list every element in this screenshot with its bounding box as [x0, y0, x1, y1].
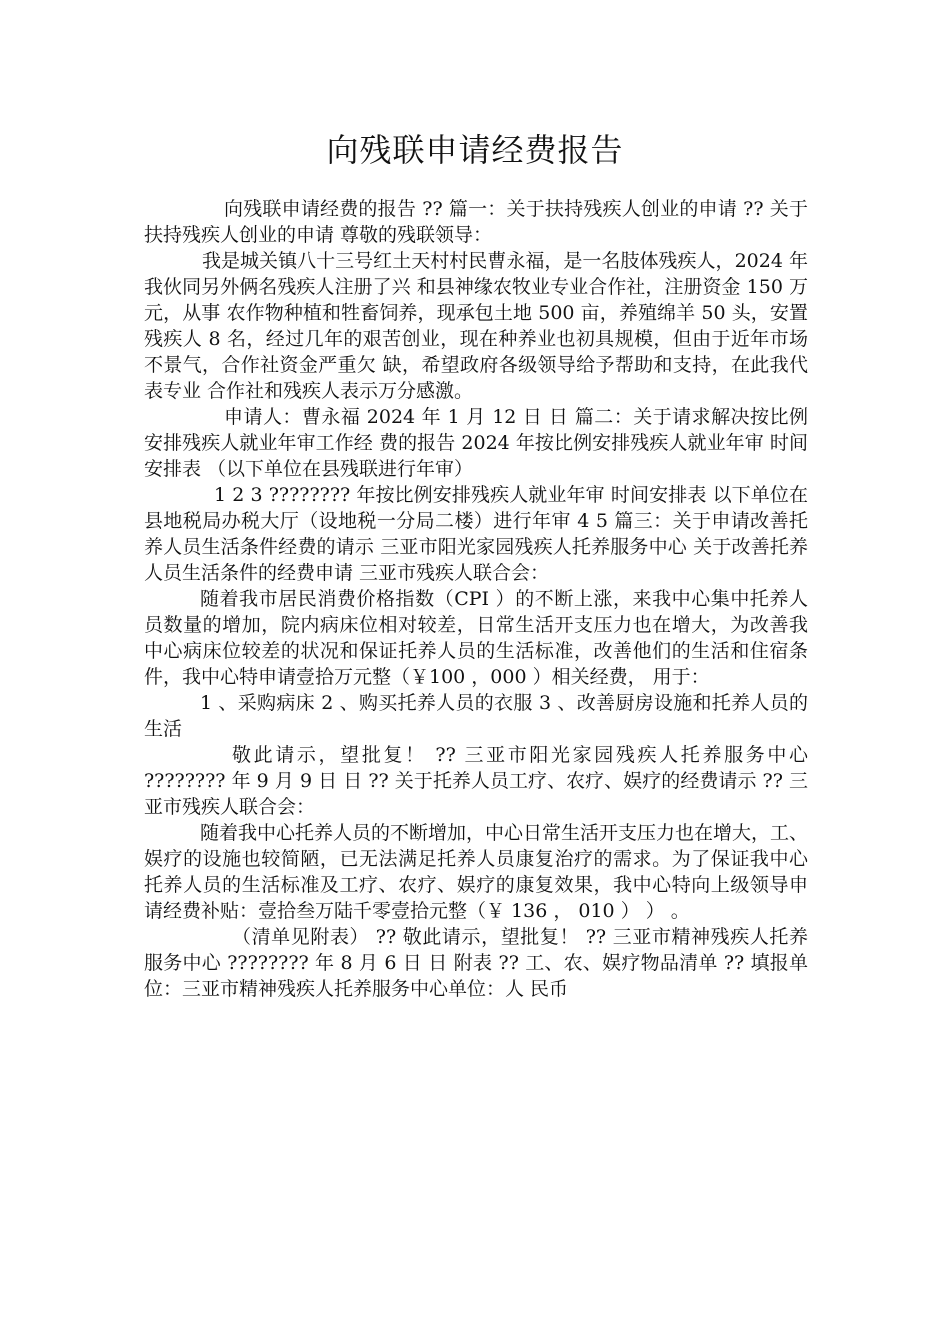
- paragraph-cpi: 随着我市居民消费价格指数（CPI ）的不断上涨，来我中心集中托养人员数量的增加，院内病床位相对较差，日常生活开支压力也在增大，为改善我中心病床位较差的状况和保证托养人员的生活标准，改善他们的生活和住宿条件，我中心特申请壹拾万元整（￥100 ，000 ）相关经费， 用于：: [144, 588, 808, 688]
- paragraph-annual-review: 1 2 3 ???????? 年按比例安排残疾人就业年审 时间安排表 以下单位在县地税局办税大厅（设地税一分局二楼）进行年审 4 5 篇三：关于申请改善托养人员生活条件经费的请示 三亚市阳光家园残疾人托养服务中心 关于改善托养人员生活条件的经费申请 三亚市残疾人联合会：: [144, 484, 808, 584]
- document-title: 向残联申请经费报告: [326, 131, 624, 169]
- paragraph-request-sign: 敬此请示，望批复！ ?? 三亚市阳光家园残疾人托养服务中心 ???????? 年 9 月 9 日 日 ?? 关于托养人员工疗、农疗、娱疗的经费请示 ?? 三亚市残疾人联合会：: [144, 744, 808, 818]
- paragraph-applicant: 申请人：曹永福 2024 年 1 月 12 日 日 篇二：关于请求解决按比例安排残疾人就业年审工作经 费的报告 2024 年按比例安排残疾人就业年审 时间安排表 （以下单位在县残联进行年审）: [144, 406, 808, 480]
- paragraph-therapy: 随着我中心托养人员的不断增加，中心日常生活开支压力也在增大，工、娱疗的设施也较简陋，已无法满足托养人员康复治疗的需求。为了保证我中心托养人员的生活标准及工疗、农疗、娱疗的康复效果，我中心特向上级领导申请经费补贴：壹拾叁万陆千零壹拾元整（￥ 136 ， 010 ） ） 。: [144, 822, 809, 922]
- paragraph-appendix: （清单见附表） ?? 敬此请示，望批复！ ?? 三亚市精神残疾人托养服务中心 ???????? 年 8 月 6 日 日 附表 ?? 工、农、娱疗物品清单 ?? 填报单位：三亚市精神残疾人托养服务中心单位：人 民币: [144, 926, 808, 1000]
- document-body: [144, 196, 808, 1002]
- paragraph-intro: 向残联申请经费的报告 ?? 篇一：关于扶持残疾人创业的申请 ?? 关于扶持残疾人创业的申请 尊敬的残联领导：: [144, 198, 808, 246]
- paragraph-uses-list: 1 、采购病床 2 、购买托养人员的衣服 3 、改善厨房设施和托养人员的生活: [144, 692, 808, 740]
- paragraph-cooperative: 我是城关镇八十三号红土天村村民曹永福，是一名肢体残疾人，2024 年我伙同另外俩名残疾人注册了兴 和县神缘农牧业专业合作社，注册资金 150 万元，从事 农作物种植和牲畜饲养，现承包土地 500 亩，养殖绵羊 50 头，安置残疾人 8 名，经过几年的艰苦创业，现在种养业也初具规模，但由于近年市场不景气，合作社资金严重欠 缺，希望政府各级领导给予帮助和支持，在此我代表专业 合作社和残疾人表示万分感激。: [144, 250, 808, 402]
